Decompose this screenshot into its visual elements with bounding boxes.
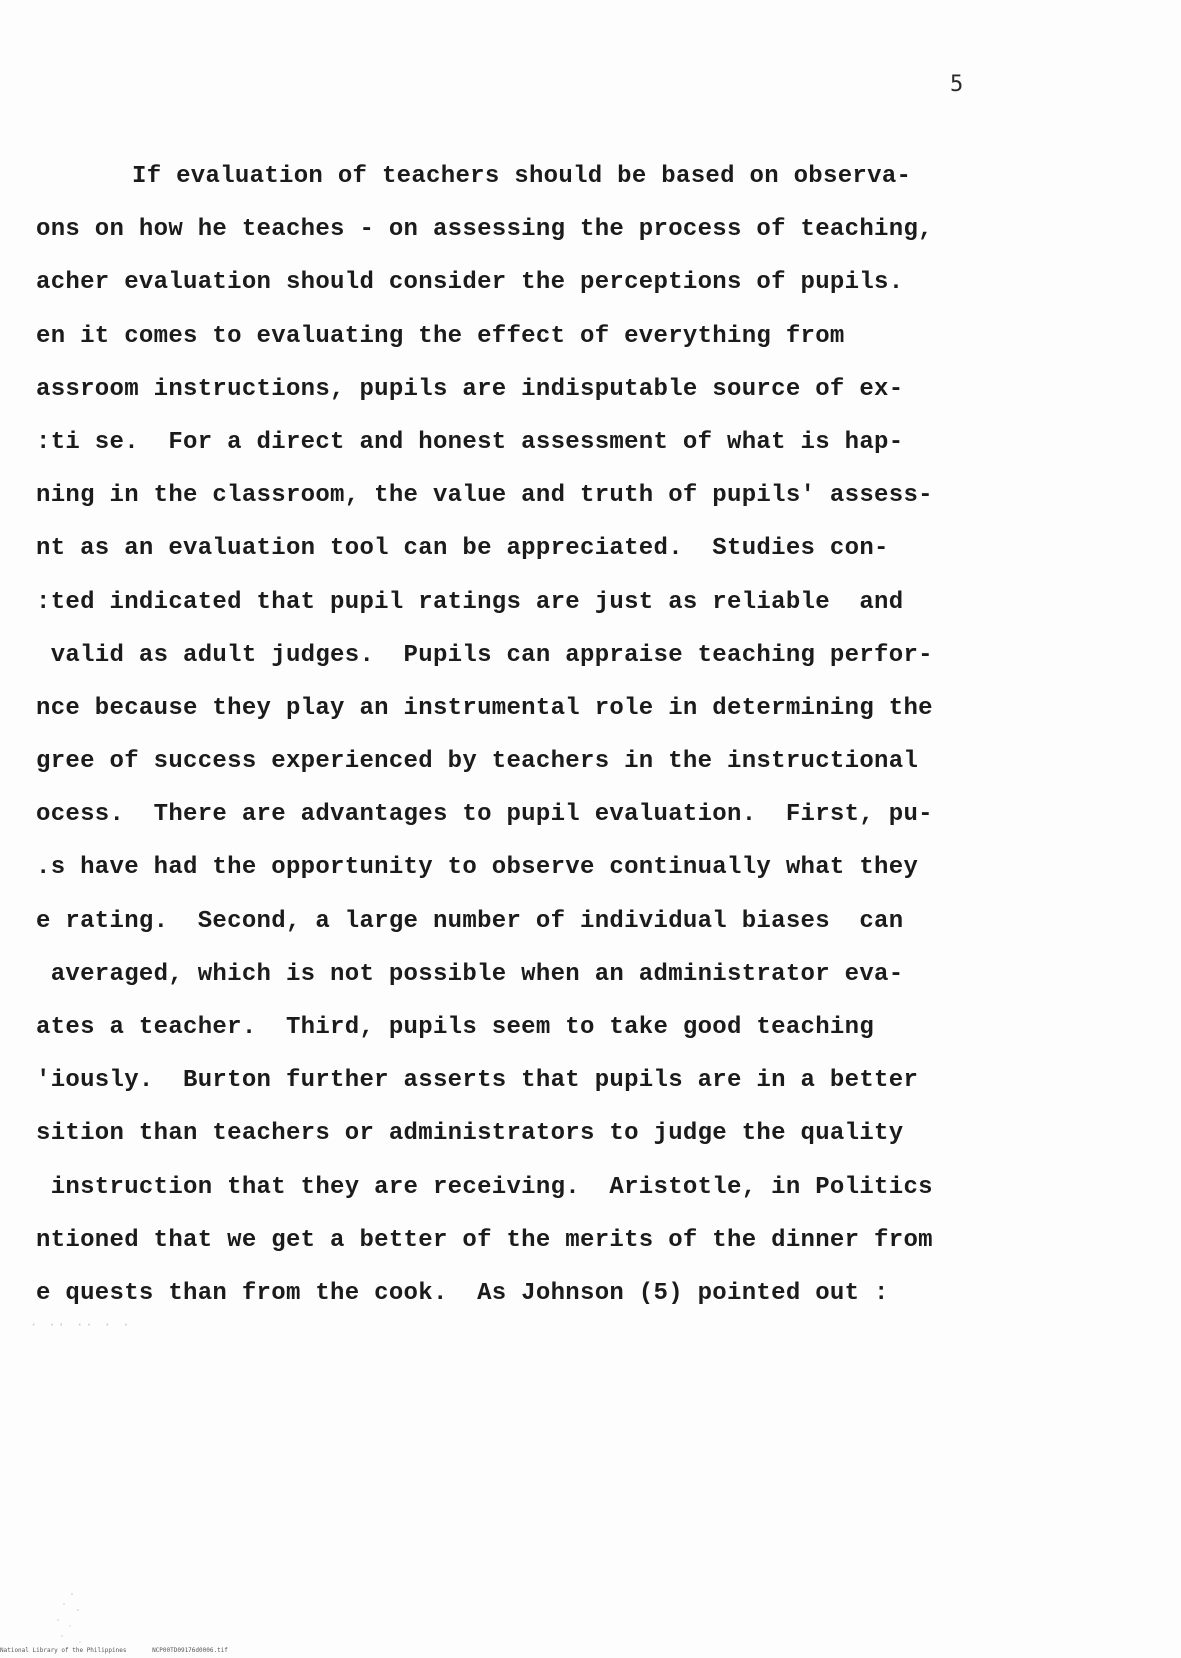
text-line: ates a teacher. Third, pupils seem to take good teaching <box>36 1014 875 1041</box>
body-text <box>36 150 1036 1320</box>
text-line: instruction that they are receiving. Aristotle, in Politics <box>36 1173 933 1201</box>
text-line: nce because they play an instrumental role in determining the <box>36 694 933 722</box>
footer-file-id: NCP00TD09176d0006.tif <box>152 1647 228 1654</box>
scan-noise: · ·· ·· · · <box>30 1318 132 1332</box>
text-line: ocess. There are advantages to pupil evaluation. First, pu- <box>36 801 933 829</box>
text-line: ons on how he teaches - on assessing the process of teaching, <box>36 216 933 244</box>
text-line: 'iously. Burton further asserts that pupils are in a better <box>36 1067 919 1095</box>
text-line: acher evaluation should consider the perceptions of pupils. <box>36 269 904 297</box>
scan-noise-dots <box>50 1590 90 1650</box>
text-line: en it comes to evaluating the effect of everything from <box>36 322 845 350</box>
text-line: ning in the classroom, the value and truth of pupils' assess- <box>36 482 933 510</box>
text-line: averaged, which is not possible when an administrator eva- <box>36 960 904 988</box>
scan-footer <box>0 1647 250 1654</box>
text-line: sition than teachers or administrators to judge the quality <box>36 1120 904 1148</box>
text-line: If evaluation of teachers should be based on observa- <box>132 163 912 190</box>
text-line: ntioned that we get a better of the merits of the dinner from <box>36 1226 933 1254</box>
text-line: gree of success experienced by teachers in the instructional <box>36 748 919 776</box>
text-line: :ti se. For a direct and honest assessment of what is hap- <box>36 428 904 456</box>
text-line: :ted indicated that pupil ratings are just as reliable and <box>36 588 904 616</box>
page-number: 5 <box>950 72 964 97</box>
text-line: valid as adult judges. Pupils can appraise teaching perfor- <box>36 641 933 669</box>
text-line: .s have had the opportunity to observe continually what they <box>36 854 919 882</box>
footer-library: National Library of the Philippines <box>0 1647 127 1654</box>
text-line: nt as an evaluation tool can be appreciated. Studies con- <box>36 535 889 563</box>
text-line: e rating. Second, a large number of individual biases can <box>36 907 904 935</box>
text-line: e quests than from the cook. As Johnson (5) pointed out : <box>36 1279 889 1307</box>
text-line: assroom instructions, pupils are indisputable source of ex- <box>36 375 904 403</box>
